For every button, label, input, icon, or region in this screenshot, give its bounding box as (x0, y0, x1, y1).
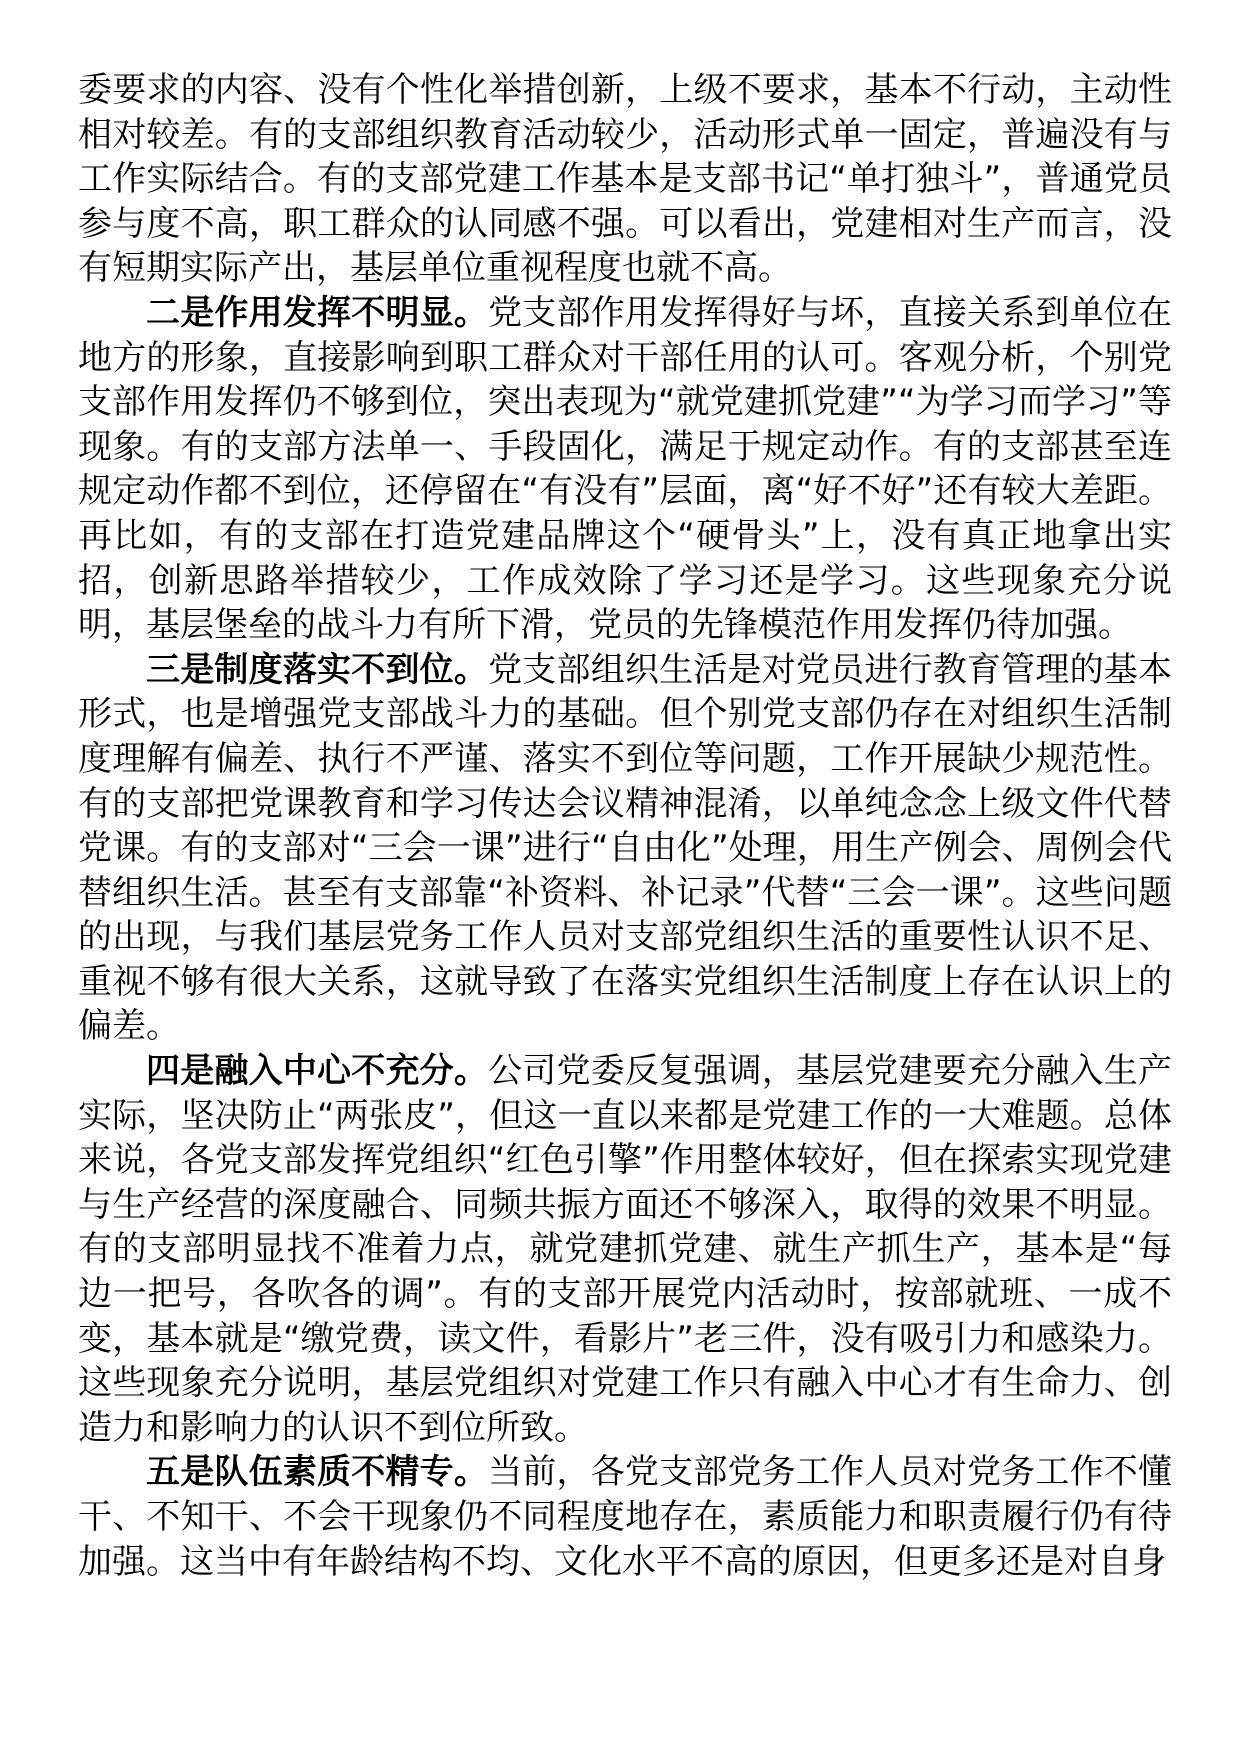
paragraph-text: 当前，各党支部党务工作人员对党务工作不懂干、不知干、不会干现象仍不同程度地存在，素质能力和职责履行仍有待加强。这当中有年龄结构不均、文化水平不高的原因，但更多还是对自身 (78, 1452, 1173, 1582)
paragraph-point-two (78, 291, 1172, 648)
paragraph-heading: 四是融入中心不充分。 (146, 1051, 489, 1092)
paragraph-heading: 二是作用发挥不明显。 (146, 292, 489, 333)
paragraph-point-five (78, 1450, 1172, 1584)
paragraph-text: 委要求的内容、没有个性化举措创新，上级不要求，基本不行动，主动性相对较差。有的支部组织教育活动较少，活动形式单一固定，普遍没有与工作实际结合。有的支部党建工作基本是支部书记“单打独斗”，普通党员参与度不高，职工群众的认同感不强。可以看出，党建相对生产而言，没有短期实际产出，基层单位重视程度也就不高。 (78, 70, 1172, 289)
paragraph-text: 党支部组织生活是对党员进行教育管理的基本形式，也是增强党支部战斗力的基础。但个别党支部仍存在对组织生活制度理解有偏差、执行不严谨、落实不到位等问题，工作开展缺少规范性。有的支部把党课教育和学习传达会议精神混淆，以单纯念念上级文件代替党课。有的支部对“三会一课”进行“自由化”处理，用生产例会、周例会代替组织生活。甚至有支部靠“补资料、补记录”代替“三会一课”。这些问题的出现，与我们基层党务工作人员对支部党组织生活的重要性认识不足、重视不够有很大关系，这就导致了在落实党组织生活制度上存在认识上的偏差。 (78, 649, 1173, 1047)
document-page (78, 68, 1172, 1584)
paragraph-point-three (78, 648, 1172, 1049)
paragraph-continuation (78, 68, 1172, 291)
paragraph-heading: 五是队伍素质不精专。 (146, 1452, 489, 1493)
paragraph-text: 公司党委反复强调，基层党建要充分融入生产实际，坚决防止“两张皮”，但这一直以来都是党建工作的一大难题。总体来说，各党支部发挥党组织“红色引擎”作用整体较好，但在探索实现党建与生产经营的深度融合、同频共振方面还不够深入，取得的效果不明显。有的支部明显找不准着力点，就党建抓党建、就生产抓生产，基本是“每边一把号，各吹各的调”。有的支部开展党内活动时，按部就班、一成不变，基本就是“缴党费，读文件，看影片”老三件，没有吸引力和感染力。这些现象充分说明，基层党组织对党建工作只有融入中心才有生命力、创造力和影响力的认识不到位所致。 (78, 1051, 1173, 1448)
paragraph-text: 党支部作用发挥得好与坏，直接关系到单位在地方的形象，直接影响到职工群众对干部任用的认可。客观分析，个别党支部作用发挥仍不够到位，突出表现为“就党建抓党建”“为学习而学习”等现象。有的支部方法单一、手段固化，满足于规定动作。有的支部甚至连规定动作都不到位，还停留在“有没有”层面，离“好不好”还有较大差距。再比如，有的支部在打造党建品牌这个“硬骨头”上，没有真正地拿出实招，创新思路举措较少，工作成效除了学习还是学习。这些现象充分说明，基层堡垒的战斗力有所下滑，党员的先锋模范作用发挥仍待加强。 (78, 292, 1173, 646)
paragraph-heading: 三是制度落实不到位。 (146, 649, 489, 690)
paragraph-point-four (78, 1049, 1172, 1450)
